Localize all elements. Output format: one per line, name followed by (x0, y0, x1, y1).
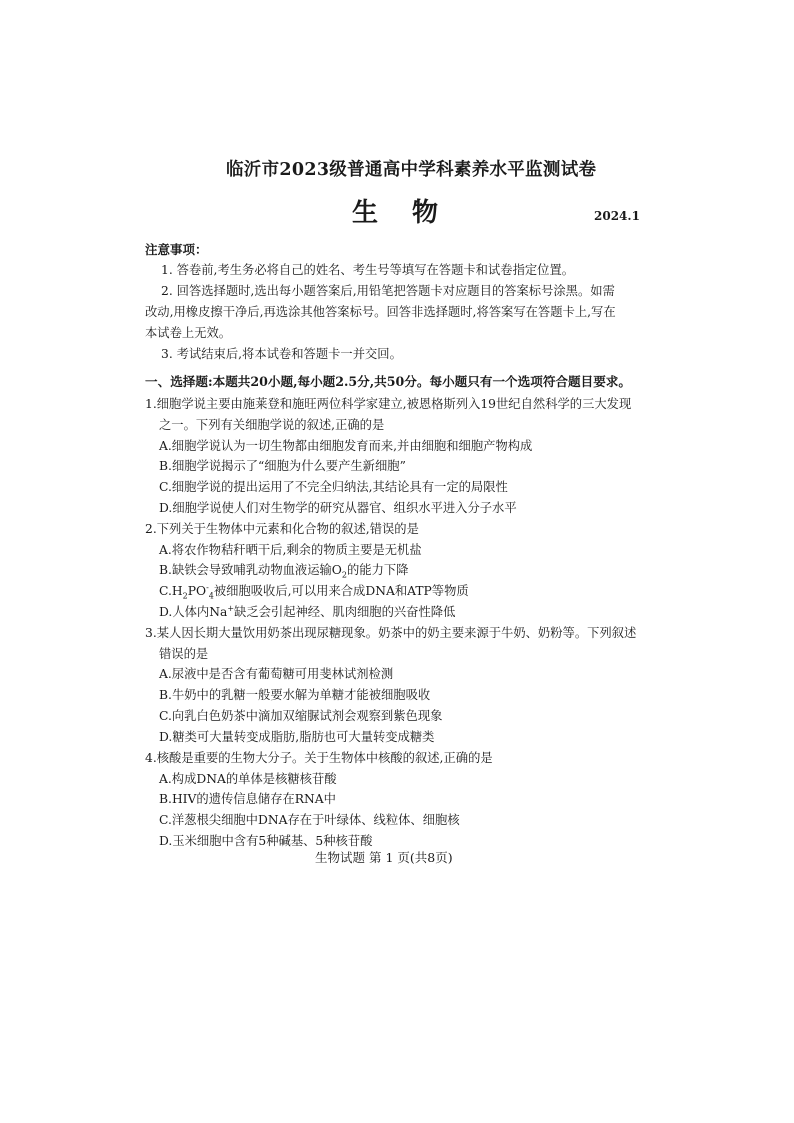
notice-item-2-line-3: 本试卷上无效。 (145, 326, 232, 340)
q2-option-b: B.缺铁会导致哺乳动物血液运输$O_2$的能力下降 (159, 563, 409, 580)
q4-option-d: D.玉米细胞中含有5种碱基、5种核苷酸 (159, 834, 373, 848)
q4-option-c: C.洋葱根尖细胞中DNA存在于叶绿体、线粒体、细胞核 (159, 813, 460, 827)
section-1-heading: 一、选择题:本题共20小题,每小题2.5分,共50分。每小题只有一个选项符合题目要求。 (145, 374, 631, 389)
q3-option-c: C.向乳白色奶茶中滴加双缩脲试剂会观察到紫色现象 (159, 709, 443, 723)
q2-option-c: $C.H_2PO^-_4$被细胞吸收后,可以用来合成DNA和ATP等物质 (159, 582, 469, 601)
exam-date: 2024.1 (594, 209, 640, 223)
notice-heading: 注意事项： (145, 242, 208, 257)
notice-item-2-line-1: 2. 回答选择题时,选出每小题答案后,用铅笔把答题卡对应题目的答案标号涂黑。如需 (161, 284, 615, 298)
exam-title: 临沂市2023级普通高中学科素养水平监测试卷 (226, 160, 597, 180)
q3-stem-line-1: 3.某人因长期大量饮用奶茶出现尿糖现象。奶茶中的奶主要来源于牛奶、奶粉等。下列叙述 (145, 626, 637, 640)
notice-item-2-line-2: 改动,用橡皮擦干净后,再选涂其他答案标号。回答非选择题时,将答案写在答题卡上,写在 (145, 305, 616, 319)
page-footer: 生物试题 第 1 页(共8页) (315, 850, 453, 865)
q1-stem-line-2: 之一。下列有关细胞学说的叙述,正确的是 (159, 418, 385, 432)
q3-option-d: D.糖类可大量转变成脂肪,脂肪也可大量转变成糖类 (159, 730, 435, 744)
q1-stem-line-1: 1.细胞学说主要由施莱登和施旺两位科学家建立,被恩格斯列入19世纪自然科学的三大发现 (145, 397, 632, 411)
q1-option-a: A.细胞学说认为一切生物都由细胞发育而来,并由细胞和细胞产物构成 (159, 439, 533, 453)
q1-option-b: B.细胞学说揭示了“细胞为什么要产生新细胞” (159, 459, 406, 473)
notice-item-1: 1. 答卷前,考生务必将自己的姓名、考生号等填写在答题卡和试卷指定位置。 (161, 263, 575, 277)
q2-option-a: A.将农作物秸秆晒干后,剩余的物质主要是无机盐 (159, 543, 422, 557)
q4-stem: 4.核酸是重要的生物大分子。关于生物体中核酸的叙述,正确的是 (145, 751, 493, 765)
q2-stem: 2.下列关于生物体中元素和化合物的叙述,错误的是 (145, 522, 419, 536)
subject-title: 生物 (352, 198, 473, 228)
q3-option-b: B.牛奶中的乳糖一般要水解为单糖才能被细胞吸收 (159, 688, 431, 702)
q3-stem-line-2: 错误的是 (159, 647, 209, 661)
q3-option-a: A.尿液中是否含有葡萄糖可用斐林试剂检测 (159, 667, 394, 681)
q2-option-d: D.人体内Na+缺乏会引起神经、肌肉细胞的兴奋性降低 (159, 603, 456, 619)
q1-option-c: C.细胞学说的提出运用了不完全归纳法,其结论具有一定的局限性 (159, 480, 508, 494)
q4-option-b: B.HIV的遗传信息储存在RNA中 (159, 792, 336, 806)
q1-option-d: D.细胞学说使人们对生物学的研究从器官、组织水平进入分子水平 (159, 501, 517, 515)
q4-option-a: A.构成DNA的单体是核糖核苷酸 (159, 772, 337, 786)
notice-item-3: 3. 考试结束后,将本试卷和答题卡一并交回。 (161, 347, 402, 361)
